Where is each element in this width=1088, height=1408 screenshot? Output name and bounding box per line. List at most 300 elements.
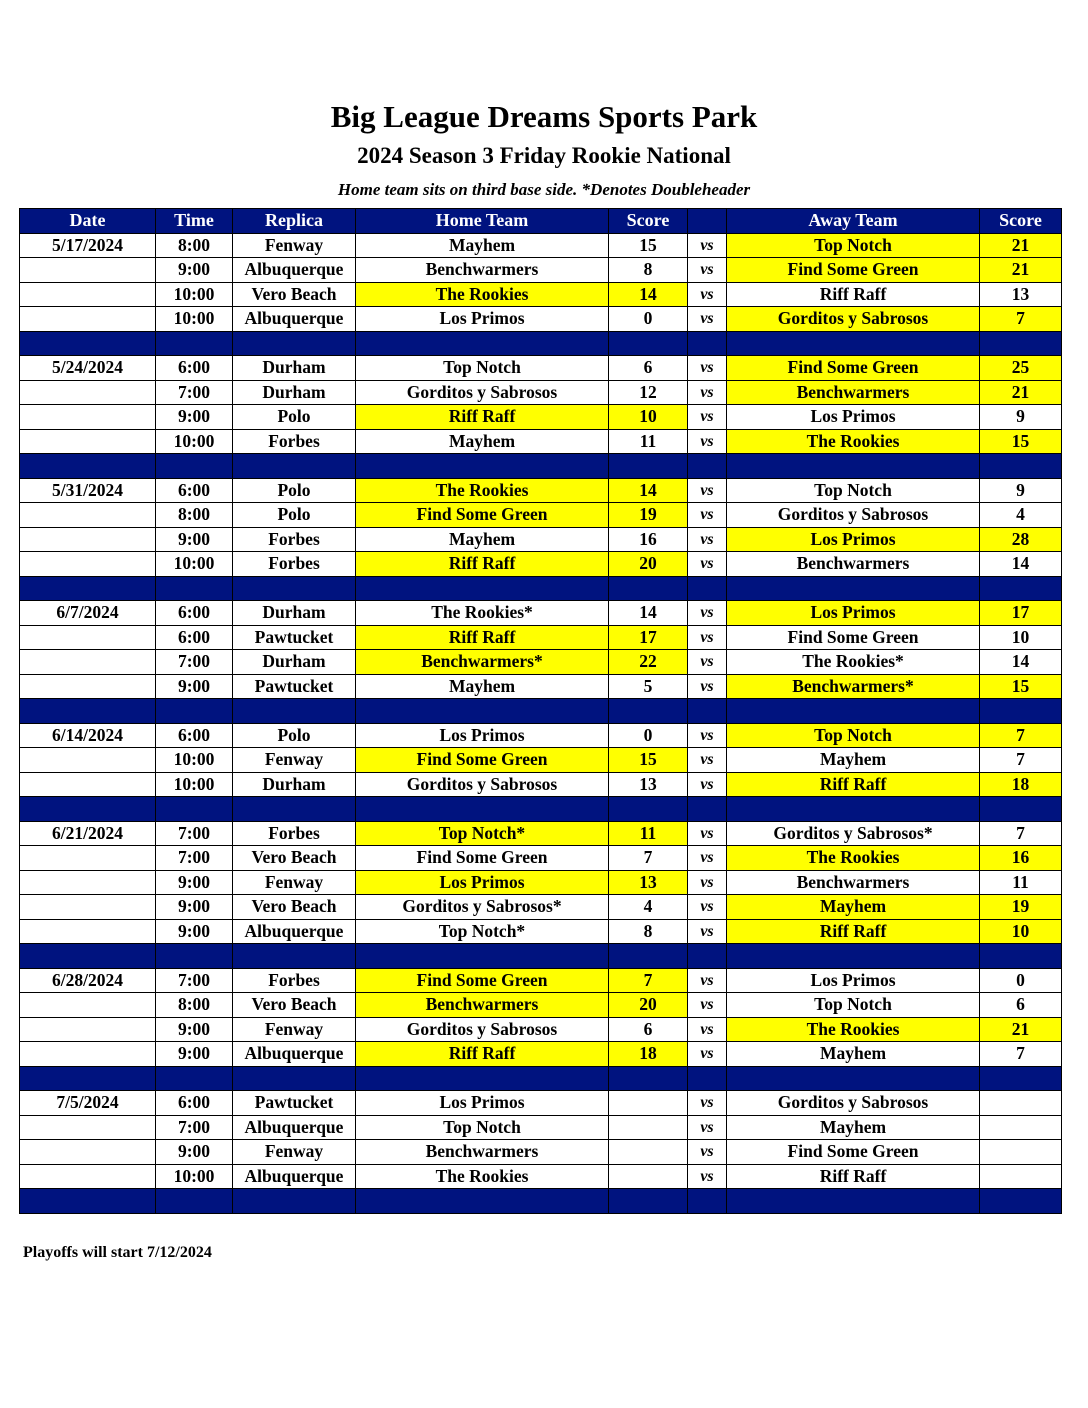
separator-cell	[609, 1189, 688, 1214]
home-score: 10	[609, 405, 688, 430]
game-time: 10:00	[156, 282, 233, 307]
separator-cell	[688, 454, 727, 479]
vs-label: vs	[688, 552, 727, 577]
game-date	[20, 527, 156, 552]
separator-cell	[156, 797, 233, 822]
game-date	[20, 993, 156, 1018]
vs-label: vs	[688, 723, 727, 748]
col-header-home-team: Home Team	[356, 209, 609, 234]
separator-cell	[233, 1189, 356, 1214]
away-score: 25	[980, 356, 1062, 381]
separator-cell	[980, 454, 1062, 479]
game-row	[20, 1042, 1062, 1067]
game-row	[20, 870, 1062, 895]
home-score	[609, 1091, 688, 1116]
col-header-away-team: Away Team	[727, 209, 980, 234]
away-score: 16	[980, 846, 1062, 871]
game-row	[20, 380, 1062, 405]
home-score: 7	[609, 968, 688, 993]
home-score: 20	[609, 552, 688, 577]
home-team: Find Some Green	[356, 846, 609, 871]
separator-cell	[20, 331, 156, 356]
game-date	[20, 674, 156, 699]
game-row	[20, 1017, 1062, 1042]
game-date: 6/14/2024	[20, 723, 156, 748]
away-score: 15	[980, 674, 1062, 699]
vs-label: vs	[688, 748, 727, 773]
separator-cell	[980, 331, 1062, 356]
home-team: Benchwarmers	[356, 993, 609, 1018]
away-team: Mayhem	[727, 748, 980, 773]
away-score: 14	[980, 650, 1062, 675]
away-score: 21	[980, 1017, 1062, 1042]
game-replica: Durham	[233, 650, 356, 675]
game-replica: Pawtucket	[233, 674, 356, 699]
home-score: 14	[609, 601, 688, 626]
game-replica: Vero Beach	[233, 993, 356, 1018]
away-score: 7	[980, 307, 1062, 332]
away-score: 7	[980, 748, 1062, 773]
vs-label: vs	[688, 307, 727, 332]
home-team: Los Primos	[356, 723, 609, 748]
away-team: Top Notch	[727, 478, 980, 503]
separator-cell	[356, 454, 609, 479]
week-separator-row	[20, 797, 1062, 822]
separator-cell	[20, 454, 156, 479]
week-separator-row	[20, 944, 1062, 969]
home-score: 17	[609, 625, 688, 650]
home-team: Los Primos	[356, 870, 609, 895]
game-replica: Albuquerque	[233, 919, 356, 944]
away-score: 13	[980, 282, 1062, 307]
separator-cell	[609, 1066, 688, 1091]
home-team: Gorditos y Sabrosos*	[356, 895, 609, 920]
game-row	[20, 846, 1062, 871]
vs-label: vs	[688, 233, 727, 258]
separator-cell	[233, 1066, 356, 1091]
away-team: Los Primos	[727, 968, 980, 993]
vs-label: vs	[688, 1042, 727, 1067]
game-replica: Pawtucket	[233, 1091, 356, 1116]
vs-label: vs	[688, 772, 727, 797]
separator-cell	[233, 699, 356, 724]
away-team: The Rookies	[727, 429, 980, 454]
vs-label: vs	[688, 405, 727, 430]
separator-cell	[980, 699, 1062, 724]
away-team: Find Some Green	[727, 625, 980, 650]
game-time: 9:00	[156, 919, 233, 944]
game-row	[20, 772, 1062, 797]
separator-cell	[688, 331, 727, 356]
game-time: 9:00	[156, 405, 233, 430]
vs-label: vs	[688, 625, 727, 650]
vs-label: vs	[688, 282, 727, 307]
home-team: Gorditos y Sabrosos	[356, 772, 609, 797]
game-replica: Pawtucket	[233, 625, 356, 650]
away-score: 21	[980, 380, 1062, 405]
game-row	[20, 919, 1062, 944]
game-date	[20, 748, 156, 773]
game-date	[20, 870, 156, 895]
home-score: 15	[609, 233, 688, 258]
away-score: 18	[980, 772, 1062, 797]
separator-cell	[727, 454, 980, 479]
separator-cell	[727, 944, 980, 969]
separator-cell	[233, 454, 356, 479]
separator-cell	[156, 454, 233, 479]
game-time: 6:00	[156, 478, 233, 503]
separator-cell	[233, 576, 356, 601]
game-replica: Vero Beach	[233, 282, 356, 307]
home-team: Benchwarmers	[356, 258, 609, 283]
home-score: 5	[609, 674, 688, 699]
away-score: 17	[980, 601, 1062, 626]
week-separator-row	[20, 576, 1062, 601]
game-date	[20, 307, 156, 332]
home-team: Gorditos y Sabrosos	[356, 380, 609, 405]
home-score: 6	[609, 356, 688, 381]
away-score: 21	[980, 233, 1062, 258]
away-team: Los Primos	[727, 405, 980, 430]
away-team: Gorditos y Sabrosos*	[727, 821, 980, 846]
away-score: 7	[980, 821, 1062, 846]
separator-cell	[980, 944, 1062, 969]
game-date	[20, 772, 156, 797]
away-team: Benchwarmers	[727, 870, 980, 895]
vs-label: vs	[688, 356, 727, 381]
col-header-time: Time	[156, 209, 233, 234]
game-date: 5/17/2024	[20, 233, 156, 258]
game-time: 7:00	[156, 968, 233, 993]
game-row	[20, 233, 1062, 258]
away-team: Top Notch	[727, 233, 980, 258]
home-score: 8	[609, 919, 688, 944]
game-row	[20, 258, 1062, 283]
separator-cell	[688, 699, 727, 724]
separator-cell	[356, 699, 609, 724]
game-row	[20, 429, 1062, 454]
game-row	[20, 1140, 1062, 1165]
away-team: Find Some Green	[727, 1140, 980, 1165]
separator-cell	[20, 1066, 156, 1091]
vs-label: vs	[688, 1164, 727, 1189]
separator-cell	[356, 1066, 609, 1091]
vs-label: vs	[688, 993, 727, 1018]
week-separator-row	[20, 331, 1062, 356]
home-score: 8	[609, 258, 688, 283]
game-replica: Forbes	[233, 429, 356, 454]
game-date	[20, 282, 156, 307]
home-score: 14	[609, 478, 688, 503]
separator-cell	[156, 331, 233, 356]
separator-cell	[727, 797, 980, 822]
vs-label: vs	[688, 527, 727, 552]
schedule-table	[19, 208, 1062, 1214]
home-score: 18	[609, 1042, 688, 1067]
away-score: 9	[980, 478, 1062, 503]
game-row	[20, 993, 1062, 1018]
away-score	[980, 1091, 1062, 1116]
home-team: Riff Raff	[356, 625, 609, 650]
separator-cell	[20, 576, 156, 601]
home-score	[609, 1115, 688, 1140]
separator-cell	[609, 454, 688, 479]
away-score: 7	[980, 1042, 1062, 1067]
game-replica: Albuquerque	[233, 307, 356, 332]
game-time: 10:00	[156, 1164, 233, 1189]
game-replica: Polo	[233, 478, 356, 503]
home-score: 0	[609, 723, 688, 748]
game-row	[20, 674, 1062, 699]
home-team: Benchwarmers	[356, 1140, 609, 1165]
game-time: 9:00	[156, 527, 233, 552]
away-score: 4	[980, 503, 1062, 528]
game-replica: Forbes	[233, 552, 356, 577]
col-header-vs	[688, 209, 727, 234]
col-header-home-score: Score	[609, 209, 688, 234]
separator-cell	[156, 1189, 233, 1214]
away-score	[980, 1164, 1062, 1189]
home-score: 11	[609, 429, 688, 454]
game-time: 10:00	[156, 429, 233, 454]
game-replica: Durham	[233, 772, 356, 797]
game-date	[20, 1140, 156, 1165]
game-replica: Durham	[233, 601, 356, 626]
away-score: 21	[980, 258, 1062, 283]
game-date	[20, 1017, 156, 1042]
home-team: Benchwarmers*	[356, 650, 609, 675]
game-time: 6:00	[156, 625, 233, 650]
game-replica: Fenway	[233, 1017, 356, 1042]
home-score: 15	[609, 748, 688, 773]
schedule-note: Home team sits on third base side. *Denotes Doubleheader	[337, 180, 751, 199]
game-row	[20, 356, 1062, 381]
home-team: Find Some Green	[356, 503, 609, 528]
home-team: Mayhem	[356, 429, 609, 454]
away-score	[980, 1140, 1062, 1165]
game-replica: Vero Beach	[233, 846, 356, 871]
home-team: Los Primos	[356, 1091, 609, 1116]
separator-cell	[688, 944, 727, 969]
game-replica: Albuquerque	[233, 1164, 356, 1189]
game-date: 6/21/2024	[20, 821, 156, 846]
home-team: The Rookies	[356, 1164, 609, 1189]
home-team: Los Primos	[356, 307, 609, 332]
separator-cell	[727, 699, 980, 724]
game-replica: Vero Beach	[233, 895, 356, 920]
game-row	[20, 552, 1062, 577]
game-time: 8:00	[156, 503, 233, 528]
separator-cell	[233, 331, 356, 356]
home-team: The Rookies	[356, 478, 609, 503]
game-replica: Fenway	[233, 870, 356, 895]
game-date	[20, 846, 156, 871]
away-score: 10	[980, 919, 1062, 944]
home-score	[609, 1164, 688, 1189]
vs-label: vs	[688, 846, 727, 871]
game-replica: Durham	[233, 380, 356, 405]
game-row	[20, 527, 1062, 552]
home-score: 11	[609, 821, 688, 846]
home-score: 13	[609, 772, 688, 797]
separator-cell	[356, 944, 609, 969]
game-date	[20, 380, 156, 405]
game-replica: Forbes	[233, 968, 356, 993]
game-time: 10:00	[156, 772, 233, 797]
playoffs-note: Playoffs will start 7/12/2024	[23, 1244, 212, 1261]
home-team: The Rookies*	[356, 601, 609, 626]
home-score: 13	[609, 870, 688, 895]
vs-label: vs	[688, 1091, 727, 1116]
game-replica: Forbes	[233, 527, 356, 552]
away-team: The Rookies	[727, 846, 980, 871]
game-row	[20, 601, 1062, 626]
away-team: Riff Raff	[727, 1164, 980, 1189]
away-team: Benchwarmers	[727, 552, 980, 577]
home-score: 19	[609, 503, 688, 528]
away-team: Find Some Green	[727, 258, 980, 283]
separator-cell	[356, 331, 609, 356]
home-team: Riff Raff	[356, 552, 609, 577]
game-date	[20, 405, 156, 430]
home-team: Mayhem	[356, 233, 609, 258]
separator-cell	[688, 797, 727, 822]
game-row	[20, 968, 1062, 993]
vs-label: vs	[688, 1017, 727, 1042]
game-date	[20, 552, 156, 577]
away-team: Los Primos	[727, 601, 980, 626]
game-date: 5/24/2024	[20, 356, 156, 381]
vs-label: vs	[688, 968, 727, 993]
game-date	[20, 1115, 156, 1140]
game-time: 9:00	[156, 1140, 233, 1165]
separator-cell	[609, 331, 688, 356]
home-team: Mayhem	[356, 674, 609, 699]
game-time: 6:00	[156, 356, 233, 381]
game-date	[20, 429, 156, 454]
away-score: 10	[980, 625, 1062, 650]
away-team: Riff Raff	[727, 919, 980, 944]
game-time: 7:00	[156, 380, 233, 405]
home-team: Find Some Green	[356, 748, 609, 773]
game-time: 9:00	[156, 258, 233, 283]
home-team: Mayhem	[356, 527, 609, 552]
page-title: Big League Dreams Sports Park	[330, 99, 758, 134]
separator-cell	[356, 576, 609, 601]
game-replica: Albuquerque	[233, 1042, 356, 1067]
game-replica: Durham	[233, 356, 356, 381]
vs-label: vs	[688, 821, 727, 846]
game-time: 6:00	[156, 601, 233, 626]
home-score: 14	[609, 282, 688, 307]
away-score: 6	[980, 993, 1062, 1018]
vs-label: vs	[688, 503, 727, 528]
home-score	[609, 1140, 688, 1165]
game-date	[20, 258, 156, 283]
game-date: 7/5/2024	[20, 1091, 156, 1116]
game-row	[20, 723, 1062, 748]
separator-cell	[356, 797, 609, 822]
table-header-row	[20, 209, 1062, 234]
game-replica: Polo	[233, 503, 356, 528]
game-date: 6/7/2024	[20, 601, 156, 626]
game-replica: Albuquerque	[233, 258, 356, 283]
away-score: 19	[980, 895, 1062, 920]
week-separator-row	[20, 1066, 1062, 1091]
game-replica: Fenway	[233, 1140, 356, 1165]
game-row	[20, 307, 1062, 332]
vs-label: vs	[688, 1140, 727, 1165]
away-team: Los Primos	[727, 527, 980, 552]
game-row	[20, 748, 1062, 773]
game-time: 10:00	[156, 748, 233, 773]
game-date	[20, 625, 156, 650]
vs-label: vs	[688, 601, 727, 626]
away-team: The Rookies	[727, 1017, 980, 1042]
home-score: 0	[609, 307, 688, 332]
game-row	[20, 405, 1062, 430]
away-team: Top Notch	[727, 723, 980, 748]
vs-label: vs	[688, 870, 727, 895]
separator-cell	[727, 1189, 980, 1214]
separator-cell	[688, 1066, 727, 1091]
vs-label: vs	[688, 919, 727, 944]
home-team: The Rookies	[356, 282, 609, 307]
game-time: 8:00	[156, 993, 233, 1018]
game-date	[20, 1164, 156, 1189]
week-separator-row	[20, 1189, 1062, 1214]
separator-cell	[980, 576, 1062, 601]
game-row	[20, 895, 1062, 920]
game-time: 7:00	[156, 1115, 233, 1140]
home-team: Top Notch	[356, 356, 609, 381]
game-time: 10:00	[156, 307, 233, 332]
away-score: 11	[980, 870, 1062, 895]
vs-label: vs	[688, 478, 727, 503]
separator-cell	[156, 944, 233, 969]
separator-cell	[20, 944, 156, 969]
home-team: Top Notch*	[356, 919, 609, 944]
separator-cell	[727, 331, 980, 356]
vs-label: vs	[688, 258, 727, 283]
away-score: 0	[980, 968, 1062, 993]
away-team: Gorditos y Sabrosos	[727, 503, 980, 528]
game-replica: Fenway	[233, 748, 356, 773]
away-team: Mayhem	[727, 1115, 980, 1140]
home-score: 22	[609, 650, 688, 675]
separator-cell	[156, 576, 233, 601]
home-team: Top Notch	[356, 1115, 609, 1140]
separator-cell	[609, 576, 688, 601]
away-score	[980, 1115, 1062, 1140]
away-team: Top Notch	[727, 993, 980, 1018]
game-replica: Polo	[233, 405, 356, 430]
away-team: Find Some Green	[727, 356, 980, 381]
game-date: 5/31/2024	[20, 478, 156, 503]
away-team: The Rookies*	[727, 650, 980, 675]
game-replica: Fenway	[233, 233, 356, 258]
game-replica: Forbes	[233, 821, 356, 846]
home-score: 6	[609, 1017, 688, 1042]
game-time: 9:00	[156, 1042, 233, 1067]
week-separator-row	[20, 454, 1062, 479]
game-time: 6:00	[156, 1091, 233, 1116]
home-score: 7	[609, 846, 688, 871]
separator-cell	[609, 797, 688, 822]
separator-cell	[688, 1189, 727, 1214]
game-time: 10:00	[156, 552, 233, 577]
game-replica: Albuquerque	[233, 1115, 356, 1140]
